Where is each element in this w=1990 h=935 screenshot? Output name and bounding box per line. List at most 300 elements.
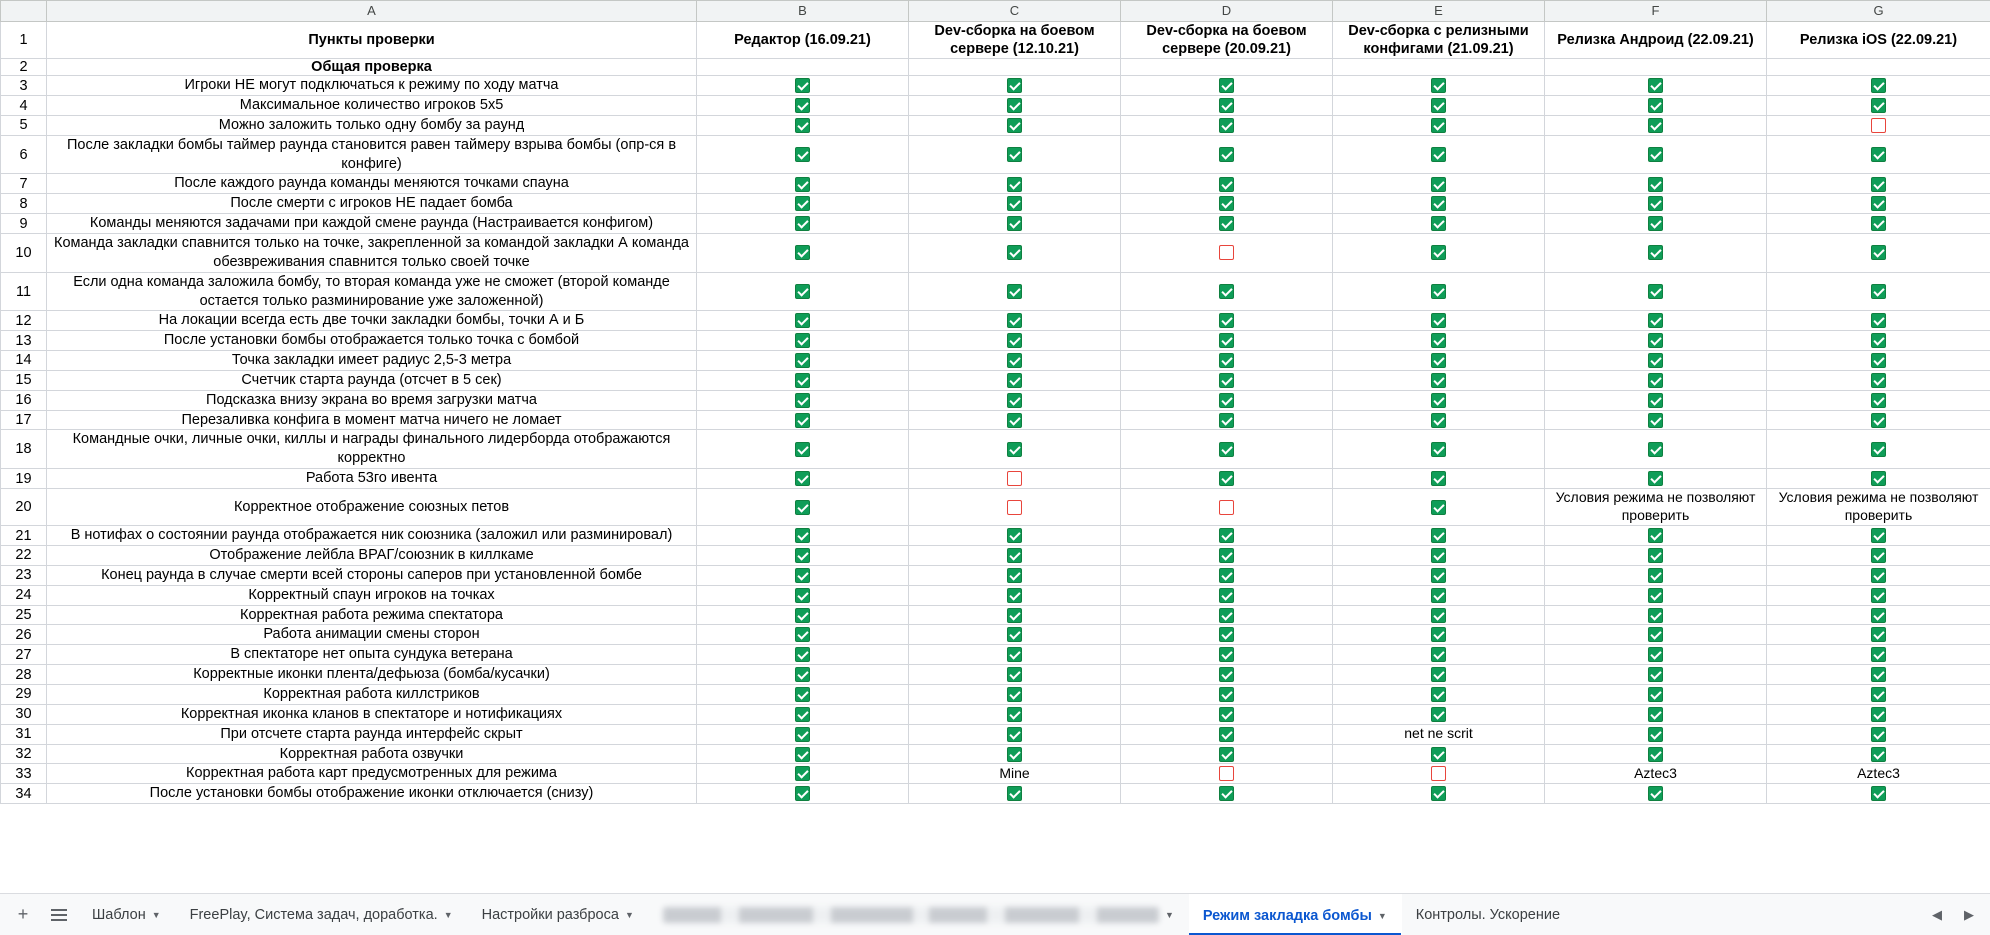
checkbox-checked-icon[interactable] — [1871, 471, 1886, 486]
sheet-tab[interactable] — [468, 894, 649, 935]
check-item-label[interactable]: Перезаливка конфига в момент матча ничего не ломает — [47, 410, 697, 430]
table-row[interactable] — [1, 59, 1990, 76]
checkbox-checked-icon[interactable] — [1871, 98, 1886, 113]
check-result-cell[interactable] — [1767, 214, 1990, 234]
checkbox-checked-icon[interactable] — [1007, 118, 1022, 133]
checkbox-checked-icon[interactable] — [1648, 548, 1663, 563]
check-result-cell[interactable] — [1545, 214, 1767, 234]
section-blank-cell[interactable] — [1545, 59, 1767, 76]
table-row[interactable] — [1, 665, 1990, 685]
check-result-cell[interactable] — [697, 370, 909, 390]
check-result-cell[interactable] — [1545, 724, 1767, 744]
table-row[interactable] — [1, 724, 1990, 744]
add-sheet-button[interactable] — [6, 898, 40, 932]
check-result-cell[interactable] — [1333, 625, 1545, 645]
check-result-cell[interactable] — [1767, 194, 1990, 214]
check-result-cell[interactable] — [1333, 684, 1545, 704]
check-result-cell[interactable] — [1767, 430, 1990, 469]
checkbox-checked-icon[interactable] — [1219, 667, 1234, 682]
checkbox-checked-icon[interactable] — [1648, 747, 1663, 762]
checkbox-checked-icon[interactable] — [795, 245, 810, 260]
check-result-cell[interactable] — [1767, 764, 1990, 784]
check-result-cell[interactable] — [697, 115, 909, 135]
sheet-tab[interactable] — [649, 894, 1189, 935]
checkbox-checked-icon[interactable] — [1219, 627, 1234, 642]
checkbox-checked-icon[interactable] — [1871, 78, 1886, 93]
check-result-cell[interactable] — [1121, 331, 1333, 351]
check-result-cell[interactable] — [697, 174, 909, 194]
check-result-cell[interactable] — [1121, 605, 1333, 625]
check-result-cell[interactable] — [697, 351, 909, 371]
checkbox-checked-icon[interactable] — [1648, 413, 1663, 428]
checkbox-checked-icon[interactable] — [795, 766, 810, 781]
check-result-cell[interactable] — [1333, 526, 1545, 546]
checkbox-checked-icon[interactable] — [1431, 471, 1446, 486]
check-result-cell[interactable] — [1333, 76, 1545, 96]
check-result-cell[interactable] — [1333, 704, 1545, 724]
check-result-cell[interactable] — [1121, 625, 1333, 645]
checkbox-checked-icon[interactable] — [795, 177, 810, 192]
checkbox-checked-icon[interactable] — [1007, 747, 1022, 762]
table-column-title-g[interactable]: Релизка iOS (22.09.21) — [1767, 22, 1990, 59]
checkbox-checked-icon[interactable] — [1431, 500, 1446, 515]
checkbox-checked-icon[interactable] — [1007, 608, 1022, 623]
checkbox-checked-icon[interactable] — [795, 500, 810, 515]
check-result-cell[interactable] — [697, 684, 909, 704]
check-result-cell[interactable] — [697, 764, 909, 784]
next-sheet-button[interactable] — [1954, 900, 1984, 930]
check-result-cell[interactable] — [1545, 390, 1767, 410]
checkbox-checked-icon[interactable] — [1007, 216, 1022, 231]
checkbox-checked-icon[interactable] — [795, 727, 810, 742]
check-result-cell[interactable] — [1121, 684, 1333, 704]
row-header[interactable]: 31 — [1, 724, 47, 744]
check-result-cell[interactable] — [1767, 585, 1990, 605]
checkbox-checked-icon[interactable] — [1007, 393, 1022, 408]
checkbox-checked-icon[interactable] — [1871, 442, 1886, 457]
checkbox-checked-icon[interactable] — [795, 707, 810, 722]
check-result-cell[interactable] — [1545, 135, 1767, 174]
check-result-cell[interactable] — [1333, 744, 1545, 764]
check-result-cell[interactable] — [1333, 115, 1545, 135]
row-header[interactable]: 3 — [1, 76, 47, 96]
check-result-cell[interactable] — [909, 764, 1121, 784]
check-item-label[interactable]: При отсчете старта раунда интерфейс скрыт — [47, 724, 697, 744]
check-item-label[interactable]: Корректная иконка кланов в спектаторе и нотификациях — [47, 704, 697, 724]
row-header[interactable]: 25 — [1, 605, 47, 625]
table-row[interactable] — [1, 430, 1990, 469]
row-header[interactable]: 19 — [1, 469, 47, 489]
check-result-cell[interactable] — [697, 565, 909, 585]
section-blank-cell[interactable] — [1767, 59, 1990, 76]
checkbox-checked-icon[interactable] — [1007, 627, 1022, 642]
checkbox-checked-icon[interactable] — [1431, 196, 1446, 211]
check-item-label[interactable]: Можно заложить только одну бомбу за раунд — [47, 115, 697, 135]
check-result-cell[interactable] — [1333, 410, 1545, 430]
table-row[interactable] — [1, 605, 1990, 625]
checkbox-checked-icon[interactable] — [795, 196, 810, 211]
checkbox-checked-icon[interactable] — [795, 118, 810, 133]
check-result-cell[interactable] — [1333, 565, 1545, 585]
check-result-cell[interactable] — [1767, 115, 1990, 135]
chevron-down-icon[interactable]: ▼ — [1377, 910, 1387, 921]
check-result-cell[interactable] — [909, 194, 1121, 214]
checkbox-checked-icon[interactable] — [1648, 588, 1663, 603]
table-row[interactable] — [1, 194, 1990, 214]
check-result-cell[interactable] — [1333, 390, 1545, 410]
checkbox-checked-icon[interactable] — [795, 393, 810, 408]
checkbox-checked-icon[interactable] — [795, 442, 810, 457]
check-result-cell[interactable] — [1545, 546, 1767, 566]
check-result-cell[interactable] — [1121, 76, 1333, 96]
column-header-b[interactable]: B — [697, 1, 909, 22]
checkbox-checked-icon[interactable] — [795, 471, 810, 486]
checkbox-unchecked-icon[interactable] — [1219, 500, 1234, 515]
check-item-label[interactable]: Максимальное количество игроков 5х5 — [47, 96, 697, 116]
checkbox-checked-icon[interactable] — [1431, 528, 1446, 543]
check-result-cell[interactable] — [697, 76, 909, 96]
check-result-cell[interactable] — [697, 430, 909, 469]
checkbox-checked-icon[interactable] — [1871, 393, 1886, 408]
select-all-corner[interactable] — [1, 1, 47, 22]
checkbox-checked-icon[interactable] — [1871, 548, 1886, 563]
check-result-cell[interactable] — [697, 410, 909, 430]
check-result-cell[interactable] — [1121, 488, 1333, 525]
row-header[interactable]: 13 — [1, 331, 47, 351]
checkbox-checked-icon[interactable] — [1431, 373, 1446, 388]
row-header[interactable]: 22 — [1, 546, 47, 566]
table-row[interactable] — [1, 585, 1990, 605]
row-header[interactable]: 28 — [1, 665, 47, 685]
table-row[interactable] — [1, 469, 1990, 489]
checkbox-checked-icon[interactable] — [1219, 373, 1234, 388]
checkbox-checked-icon[interactable] — [1219, 333, 1234, 348]
check-result-cell[interactable] — [1545, 272, 1767, 311]
check-result-cell[interactable] — [909, 390, 1121, 410]
check-result-cell[interactable] — [909, 311, 1121, 331]
checkbox-checked-icon[interactable] — [1219, 687, 1234, 702]
check-result-cell[interactable] — [909, 370, 1121, 390]
checkbox-checked-icon[interactable] — [1871, 177, 1886, 192]
check-result-cell[interactable] — [1767, 96, 1990, 116]
table-row[interactable] — [1, 370, 1990, 390]
check-result-cell[interactable] — [1333, 546, 1545, 566]
checkbox-checked-icon[interactable] — [1871, 727, 1886, 742]
checkbox-checked-icon[interactable] — [1431, 687, 1446, 702]
check-result-cell[interactable] — [1333, 488, 1545, 525]
checkbox-checked-icon[interactable] — [1219, 147, 1234, 162]
check-result-cell[interactable] — [1333, 370, 1545, 390]
check-result-cell[interactable] — [1545, 331, 1767, 351]
checkbox-checked-icon[interactable] — [1007, 667, 1022, 682]
checkbox-checked-icon[interactable] — [1219, 118, 1234, 133]
checkbox-checked-icon[interactable] — [1648, 647, 1663, 662]
checkbox-checked-icon[interactable] — [1219, 647, 1234, 662]
row-header[interactable]: 30 — [1, 704, 47, 724]
checkbox-checked-icon[interactable] — [1648, 786, 1663, 801]
check-result-cell[interactable] — [1767, 76, 1990, 96]
check-result-cell[interactable] — [1767, 272, 1990, 311]
check-result-cell[interactable] — [1121, 546, 1333, 566]
checkbox-checked-icon[interactable] — [1871, 313, 1886, 328]
table-column-title-c[interactable]: Dev-сборка на боевом сервере (12.10.21) — [909, 22, 1121, 59]
checkbox-checked-icon[interactable] — [1219, 442, 1234, 457]
check-result-cell[interactable] — [1545, 96, 1767, 116]
row-header[interactable]: 15 — [1, 370, 47, 390]
checkbox-checked-icon[interactable] — [1648, 393, 1663, 408]
check-result-cell[interactable] — [1545, 351, 1767, 371]
checkbox-unchecked-icon[interactable] — [1007, 500, 1022, 515]
checkbox-checked-icon[interactable] — [1648, 196, 1663, 211]
row-header[interactable]: 21 — [1, 526, 47, 546]
check-result-cell[interactable] — [1121, 764, 1333, 784]
check-result-cell[interactable] — [1333, 665, 1545, 685]
check-result-cell[interactable] — [909, 565, 1121, 585]
checkbox-checked-icon[interactable] — [1007, 727, 1022, 742]
check-item-label[interactable]: После каждого раунда команды меняются точками спауна — [47, 174, 697, 194]
checkbox-checked-icon[interactable] — [1648, 284, 1663, 299]
checkbox-checked-icon[interactable] — [795, 568, 810, 583]
check-item-label[interactable]: Командные очки, личные очки, киллы и награды финального лидерборда отображаются корректно — [47, 430, 697, 469]
table-row[interactable] — [1, 488, 1990, 525]
check-item-label[interactable]: После установки бомбы отображается только точка с бомбой — [47, 331, 697, 351]
check-item-label[interactable]: Работа 53го ивента — [47, 469, 697, 489]
checkbox-checked-icon[interactable] — [1007, 284, 1022, 299]
checkbox-checked-icon[interactable] — [1871, 353, 1886, 368]
row-header[interactable]: 29 — [1, 684, 47, 704]
check-result-cell[interactable] — [1121, 430, 1333, 469]
check-item-label[interactable]: Корректная работа озвучки — [47, 744, 697, 764]
checkbox-checked-icon[interactable] — [1648, 78, 1663, 93]
section-blank-cell[interactable] — [1121, 59, 1333, 76]
check-result-cell[interactable] — [1767, 784, 1990, 804]
check-item-label[interactable]: Игроки НЕ могут подключаться к режиму по ходу матча — [47, 76, 697, 96]
checkbox-checked-icon[interactable] — [795, 147, 810, 162]
checkbox-unchecked-icon[interactable] — [1219, 245, 1234, 260]
checkbox-checked-icon[interactable] — [1648, 333, 1663, 348]
checkbox-unchecked-icon[interactable] — [1219, 766, 1234, 781]
checkbox-checked-icon[interactable] — [1431, 313, 1446, 328]
check-result-cell[interactable] — [1545, 684, 1767, 704]
checkbox-unchecked-icon[interactable] — [1007, 471, 1022, 486]
checkbox-checked-icon[interactable] — [795, 353, 810, 368]
check-result-cell[interactable] — [909, 272, 1121, 311]
checkbox-checked-icon[interactable] — [1007, 786, 1022, 801]
check-result-cell[interactable] — [1121, 665, 1333, 685]
check-item-label[interactable]: После установки бомбы отображение иконки отключается (снизу) — [47, 784, 697, 804]
checkbox-checked-icon[interactable] — [1648, 216, 1663, 231]
check-result-cell[interactable] — [909, 684, 1121, 704]
checkbox-checked-icon[interactable] — [795, 647, 810, 662]
check-result-cell[interactable] — [1767, 488, 1990, 525]
check-result-cell[interactable] — [1767, 174, 1990, 194]
checkbox-checked-icon[interactable] — [795, 687, 810, 702]
checkbox-checked-icon[interactable] — [1219, 78, 1234, 93]
checkbox-checked-icon[interactable] — [1007, 548, 1022, 563]
checkbox-checked-icon[interactable] — [1007, 373, 1022, 388]
checkbox-checked-icon[interactable] — [1007, 568, 1022, 583]
check-result-cell[interactable] — [1333, 351, 1545, 371]
checkbox-checked-icon[interactable] — [1431, 786, 1446, 801]
table-row[interactable] — [1, 764, 1990, 784]
check-result-cell[interactable] — [909, 351, 1121, 371]
check-result-cell[interactable] — [1767, 526, 1990, 546]
checkbox-checked-icon[interactable] — [1431, 627, 1446, 642]
checkbox-checked-icon[interactable] — [1431, 147, 1446, 162]
check-result-cell[interactable] — [1545, 430, 1767, 469]
check-item-label[interactable]: Корректный спаун игроков на точках — [47, 585, 697, 605]
check-result-cell[interactable] — [1121, 174, 1333, 194]
checkbox-checked-icon[interactable] — [1007, 333, 1022, 348]
checkbox-checked-icon[interactable] — [1431, 608, 1446, 623]
check-result-cell[interactable] — [909, 704, 1121, 724]
check-result-cell[interactable] — [909, 724, 1121, 744]
check-item-label[interactable]: Подсказка внизу экрана во время загрузки матча — [47, 390, 697, 410]
check-result-cell[interactable] — [697, 526, 909, 546]
check-result-cell[interactable] — [909, 214, 1121, 234]
table-row[interactable] — [1, 234, 1990, 273]
row-header[interactable]: 2 — [1, 59, 47, 76]
checkbox-checked-icon[interactable] — [1648, 568, 1663, 583]
checkbox-checked-icon[interactable] — [1648, 373, 1663, 388]
check-result-cell[interactable] — [697, 234, 909, 273]
checkbox-checked-icon[interactable] — [795, 786, 810, 801]
row-header[interactable]: 17 — [1, 410, 47, 430]
check-result-cell[interactable] — [1767, 410, 1990, 430]
check-result-cell[interactable] — [1333, 311, 1545, 331]
check-result-cell[interactable] — [1121, 784, 1333, 804]
checkbox-checked-icon[interactable] — [1219, 588, 1234, 603]
checkbox-checked-icon[interactable] — [1007, 78, 1022, 93]
table-row[interactable] — [1, 96, 1990, 116]
check-result-cell[interactable] — [1545, 526, 1767, 546]
check-result-cell[interactable] — [1767, 311, 1990, 331]
check-result-cell[interactable] — [1333, 764, 1545, 784]
checkbox-checked-icon[interactable] — [1871, 147, 1886, 162]
checkbox-checked-icon[interactable] — [1219, 313, 1234, 328]
check-result-cell[interactable] — [1333, 724, 1545, 744]
check-item-label[interactable]: В нотифах о состоянии раунда отображается ник союзника (заложил или разминировал) — [47, 526, 697, 546]
chevron-down-icon[interactable]: ▼ — [151, 909, 161, 920]
check-item-label[interactable]: Счетчик старта раунда (отсчет в 5 сек) — [47, 370, 697, 390]
checkbox-checked-icon[interactable] — [1431, 667, 1446, 682]
check-result-cell[interactable] — [697, 645, 909, 665]
checkbox-unchecked-icon[interactable] — [1871, 118, 1886, 133]
table-column-title-e[interactable]: Dev-сборка с релизными конфигами (21.09.21) — [1333, 22, 1545, 59]
check-result-cell[interactable] — [1545, 665, 1767, 685]
checkbox-checked-icon[interactable] — [1871, 245, 1886, 260]
row-header[interactable]: 32 — [1, 744, 47, 764]
checkbox-checked-icon[interactable] — [1219, 548, 1234, 563]
checkbox-checked-icon[interactable] — [1648, 147, 1663, 162]
check-item-label[interactable]: Корректное отображение союзных петов — [47, 488, 697, 525]
check-item-label[interactable]: Команды меняются задачами при каждой смене раунда (Настраивается конфигом) — [47, 214, 697, 234]
table-row[interactable] — [1, 625, 1990, 645]
sheet-tab[interactable] — [176, 894, 468, 935]
checkbox-checked-icon[interactable] — [1007, 196, 1022, 211]
check-item-label[interactable]: На локации всегда есть две точки закладки бомбы, точки А и Б — [47, 311, 697, 331]
check-result-cell[interactable] — [1333, 784, 1545, 804]
table-row[interactable] — [1, 546, 1990, 566]
checkbox-checked-icon[interactable] — [1871, 588, 1886, 603]
checkbox-checked-icon[interactable] — [1431, 548, 1446, 563]
checkbox-checked-icon[interactable] — [1431, 333, 1446, 348]
table-row[interactable] — [1, 331, 1990, 351]
check-result-cell[interactable] — [1333, 331, 1545, 351]
check-result-cell[interactable] — [1121, 526, 1333, 546]
table-column-title-a[interactable]: Пункты проверки — [47, 22, 697, 59]
check-item-label[interactable]: Точка закладки имеет радиус 2,5-3 метра — [47, 351, 697, 371]
row-header[interactable]: 10 — [1, 234, 47, 273]
check-result-cell[interactable] — [1767, 351, 1990, 371]
check-result-cell[interactable] — [1121, 115, 1333, 135]
checkbox-checked-icon[interactable] — [1871, 413, 1886, 428]
check-result-cell[interactable] — [1545, 764, 1767, 784]
check-result-cell[interactable] — [1767, 390, 1990, 410]
check-result-cell[interactable] — [1767, 331, 1990, 351]
checkbox-checked-icon[interactable] — [1007, 98, 1022, 113]
checkbox-checked-icon[interactable] — [1648, 471, 1663, 486]
check-result-cell[interactable] — [1545, 370, 1767, 390]
checkbox-checked-icon[interactable] — [1871, 687, 1886, 702]
row-header[interactable]: 23 — [1, 565, 47, 585]
check-result-cell[interactable] — [909, 526, 1121, 546]
check-result-cell[interactable] — [697, 194, 909, 214]
checkbox-checked-icon[interactable] — [1431, 568, 1446, 583]
checkbox-checked-icon[interactable] — [1007, 647, 1022, 662]
checkbox-checked-icon[interactable] — [1219, 177, 1234, 192]
checkbox-checked-icon[interactable] — [795, 373, 810, 388]
checkbox-checked-icon[interactable] — [1648, 608, 1663, 623]
check-result-cell[interactable] — [1545, 469, 1767, 489]
check-result-cell[interactable] — [1545, 194, 1767, 214]
check-result-cell[interactable] — [1121, 390, 1333, 410]
check-result-cell[interactable] — [909, 605, 1121, 625]
checkbox-checked-icon[interactable] — [795, 528, 810, 543]
checkbox-checked-icon[interactable] — [1431, 245, 1446, 260]
checkbox-checked-icon[interactable] — [1648, 353, 1663, 368]
check-result-cell[interactable] — [1767, 469, 1990, 489]
check-result-cell[interactable] — [909, 430, 1121, 469]
check-result-cell[interactable] — [1121, 370, 1333, 390]
column-header-a[interactable]: A — [47, 1, 697, 22]
check-item-label[interactable]: Конец раунда в случае смерти всей стороны саперов при установленной бомбе — [47, 565, 697, 585]
check-result-cell[interactable] — [1767, 565, 1990, 585]
checkbox-checked-icon[interactable] — [1007, 313, 1022, 328]
row-header[interactable]: 18 — [1, 430, 47, 469]
check-item-label[interactable]: Корректная работа режима спектатора — [47, 605, 697, 625]
check-result-cell[interactable] — [909, 115, 1121, 135]
sheet-tab[interactable] — [1189, 894, 1402, 935]
checkbox-checked-icon[interactable] — [795, 548, 810, 563]
check-result-cell[interactable] — [697, 214, 909, 234]
checkbox-checked-icon[interactable] — [1219, 568, 1234, 583]
check-result-cell[interactable] — [1333, 96, 1545, 116]
checkbox-checked-icon[interactable] — [1648, 313, 1663, 328]
row-header[interactable]: 27 — [1, 645, 47, 665]
check-result-cell[interactable] — [1333, 272, 1545, 311]
check-result-cell[interactable] — [1545, 311, 1767, 331]
check-result-cell[interactable] — [1767, 234, 1990, 273]
table-column-title-b[interactable]: Редактор (16.09.21) — [697, 22, 909, 59]
checkbox-checked-icon[interactable] — [1431, 647, 1446, 662]
row-header[interactable]: 7 — [1, 174, 47, 194]
check-result-cell[interactable] — [909, 410, 1121, 430]
check-result-cell[interactable] — [909, 96, 1121, 116]
sheet-tab[interactable] — [78, 894, 176, 935]
check-result-cell[interactable] — [1333, 194, 1545, 214]
checkbox-checked-icon[interactable] — [1648, 177, 1663, 192]
